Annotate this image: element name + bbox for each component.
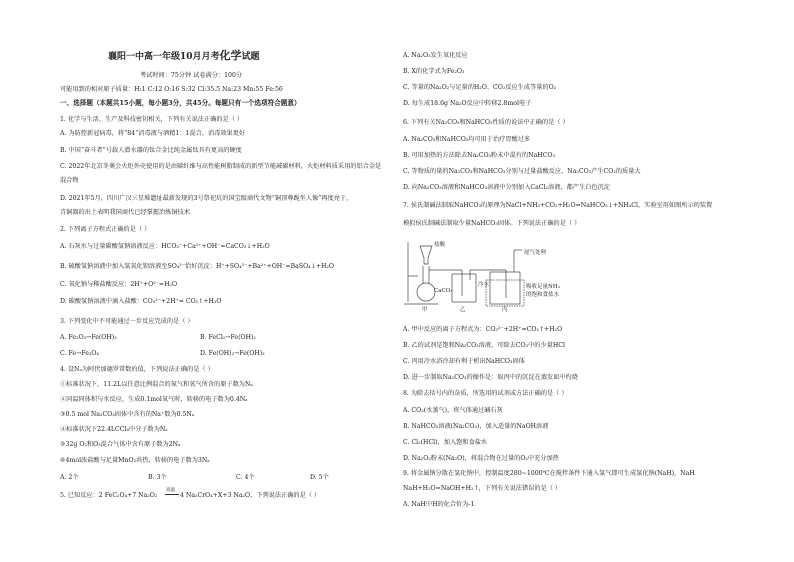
q5-option-a: A. Na₂O₂发生氧化反应 [403, 52, 468, 59]
q4-option-a: A. 2个 [60, 474, 79, 481]
section-title: 一、选择题（本题共15小题，每小题3分，共45分。每题只有一个选项符合题意） [60, 99, 301, 107]
q5-option-b: B. X的化学式为Fe₂O₃ [403, 68, 465, 75]
q6-option-b: B. 可用加热的方法除去Na₂CO₃粉末中混有的NaHCO₃ [403, 152, 555, 159]
q9-option-a: A. NaH中H的化合价为-1 [403, 501, 475, 508]
cold-bath [486, 280, 524, 306]
q6-option-c: C. 等物质的量的Na₂CO₃和NaHCO₃分别与过量盐酸反应，Na₂CO₃产生CO₂的质量大 [403, 168, 641, 175]
reaction-condition: 高温 [166, 488, 175, 493]
q4-option-d: D. 5个 [310, 474, 329, 481]
q4-item-6: ⑥4mol浓盐酸与足量MnO₂共热，转移的电子数为3Nₐ [60, 457, 210, 464]
q4-item-2: ②同温同体积与水反应，生成0.1mol氧气时，转移的电子数为0.4Nₐ [60, 396, 248, 403]
bottle-yi [452, 274, 476, 302]
q6-option-d: D. 向Na₂CO₃溶液和NaHCO₃溶液中分别加入CaCl₂溶液，都产生白色沉淀 [403, 184, 610, 191]
question-1: 1. 化学与生活、生产及科技密切相关，下列有关说法正确的是（ ） [60, 116, 244, 123]
question-4: 4. 设Nₐ为阿伏加德罗常数的值，下列说法正确的是（ ） [60, 366, 214, 373]
q7-option-a: A. 甲中反应的离子方程式为：CO₃²⁻+2H⁺=CO₂↑+H₂O [403, 326, 563, 333]
exam-info: 考试时间：75分钟 试卷满分：100分 [140, 72, 243, 79]
question-7: 7. 侯氏制碱法制取NaHCO₃的原理为NaCl+NH₃+CO₂+H₂O=NaHCO₃↓+NH₄Cl，实验室用如图所示的装置 [403, 202, 713, 209]
label-tail: 尾气处理 [524, 250, 547, 256]
exam-title-subject: 化学 [219, 49, 242, 62]
flask-jia [417, 283, 435, 301]
q4-item-1: ①标准状况下，11.2L以任意比例混合的氮气和氧气所含的原子数为Nₐ [60, 381, 253, 388]
q4-option-c: C. 4个 [236, 474, 255, 481]
q5-option-d: D. 每生成18.6g Na₂O反应中转移2.8mol电子 [403, 100, 532, 107]
atomic-masses: 可能用到的相对原子质量：H:1 C:12 O:16 S:32 Cl:35.5 Na:23 Mn:55 Fe:56 [60, 86, 283, 93]
q4-item-5: ⑤32g O₂和O₃混合气体中含有原子数为2Nₐ [60, 441, 181, 448]
label-jia: 甲 [422, 307, 428, 312]
q2-option-c: C. 氧化钠与稀盐酸反应：2H⁺+O²⁻=H₂O [60, 281, 178, 288]
funnel [420, 246, 432, 264]
question-3: 3. 下列变化中不可能通过一步反应完成的是（ ） [60, 318, 194, 325]
q3-option-d: D. Fe(OH)₂→Fe(OH)₃ [200, 350, 265, 357]
q1-option-c-cont: 混合物 [60, 177, 79, 184]
question-8: 8. 为除去括号内的杂质，所选用的试剂或方法正确的是（ ） [403, 390, 568, 397]
question-6: 6. 下列有关Na₂CO₃和NaHCO₃性质的说法中正确的是（ ） [403, 119, 569, 126]
q2-option-b: B. 硫酸氢钠溶液中加入氢氧化钡溶液至SO₄²⁻恰好沉淀：H⁺+SO₄²⁻+Ba²⁺+OH⁻=BaSO₄↓+H₂O [60, 263, 334, 270]
label-bing: 丙 [502, 307, 508, 312]
q4-option-b: B. 3个 [148, 474, 167, 481]
q1-option-a: A. 为防控新冠病毒，将“84”消毒液与酒精1：1混合，消毒效果更好 [60, 130, 246, 137]
label-absorb: 吸收足量NH₃ [526, 284, 560, 290]
q1-option-c: C. 2022年北京冬奥会火炬外壳使用的是由碳纤维与高性能树脂制成的新型节能减碳材料，火炬材料质采用的铝合金是 [60, 163, 382, 170]
question-5-cont: 4 Na₂CrO₄+X+3 Na₂O，下列说法正确的是（ ） [180, 492, 321, 499]
q2-option-a: A. 石灰水与过量碳酸氢钠溶液反应：HCO₃⁻+Ca²⁺+OH⁻=CaCO₃↓+H₂O [60, 243, 270, 250]
exam-title: 襄阳一中高一年级10月月考化学试题 [108, 49, 260, 62]
q4-item-4: ④标准状况下22.4LCCl₄中分子数为Nₐ [60, 426, 168, 433]
q1-option-d: D. 2021年5月，四川广汉三星堆遗址最新发现的3号祭祀坑的国宝级商代文物“铜顶尊跪坐人像”再度亮于， [60, 195, 353, 202]
q1-option-b: B. 中国“奋斗者”号载人潜水器的钛合金比纯金属钛具有更高的硬度 [60, 147, 242, 154]
reaction-arrow [165, 494, 179, 495]
q5-option-c: C. 等量的Na₂O₂与足量的H₂O、CO₂反应生成等量的O₂ [403, 84, 557, 91]
q7-option-c: C. 丙用冷水浴冷却有利于析出NaHCO₃固体 [403, 358, 525, 365]
q7-option-d: D. 进一步制取Na₂CO₃的操作是：取丙中的沉淀在蒸发皿中灼烧 [403, 374, 578, 381]
label-brine: 的饱和食盐水 [526, 292, 560, 298]
q3-option-a: A. Fe₂O₃→Fe(OH)₃ [60, 334, 117, 341]
label-acid: 盐酸 [434, 242, 446, 248]
question-9: 9. 将金属钠分散在氢化钠中，控制温度280~1000℃在搅拌条件下通入氢气即可生成氢化钠(NaH)，NaH [403, 470, 695, 477]
question-9-cont: NaH+H₂O=NaOH+H₂↑，下列有关说法错误的是（ ） [403, 485, 562, 492]
q8-option-b: B. NaHCO₃溶液(Na₂CO₃)，加入适量的NaOH溶液 [403, 423, 549, 430]
label-ice: 冷水 [478, 282, 490, 288]
q8-option-a: A. CO₂(水蒸气)，将气体通过碱石灰 [403, 407, 503, 414]
q6-option-a: A. Na₂CO₃和NaHCO₃均可用于治疗胃酸过多 [403, 136, 531, 143]
question-7-cont: 模拟侯氏制碱法制取少量NaHCO₃固体。下列说法正确的是（ ） [403, 220, 581, 227]
label-solid: CaCO₃ [434, 288, 453, 294]
q4-item-3: ③0.5 mol Na₂CO₃固体中含有的Na⁺数为0.5Nₐ [60, 411, 195, 418]
q3-option-b: B. FeCl₂→Fe(OH)₂ [200, 334, 256, 341]
q8-option-d: D. Na₂O₂粉末(Na₂O)，将混合物在过量的O₂中充分加热 [403, 455, 559, 462]
experiment-apparatus [404, 236, 584, 312]
q2-option-d: D. 碳酸氢钠溶液中滴入盐酸：CO₃²⁻+2H⁺= CO₂↑+H₂O [60, 298, 222, 305]
q8-option-c: C. Cl₂(HCl)，加入饱和食盐水 [403, 439, 488, 446]
label-yi: 乙 [460, 307, 466, 312]
q1-option-d-cont: 青铜器的出土表明我国商代已经掌握冶炼铜技术 [60, 209, 190, 216]
question-5: 5. 已知反应：2 FeC₂O₄+7 Na₂O₂ [60, 492, 158, 499]
bottle-bing [490, 272, 520, 304]
q3-option-c: C. Fe→Fe₃O₄ [60, 350, 99, 357]
q7-option-b: B. 乙的试剂是饱和Na₂CO₃溶液，可除去CO₂中的少量HCl [403, 342, 565, 349]
question-2: 2. 下列离子方程式正确的是（ ） [60, 226, 151, 233]
